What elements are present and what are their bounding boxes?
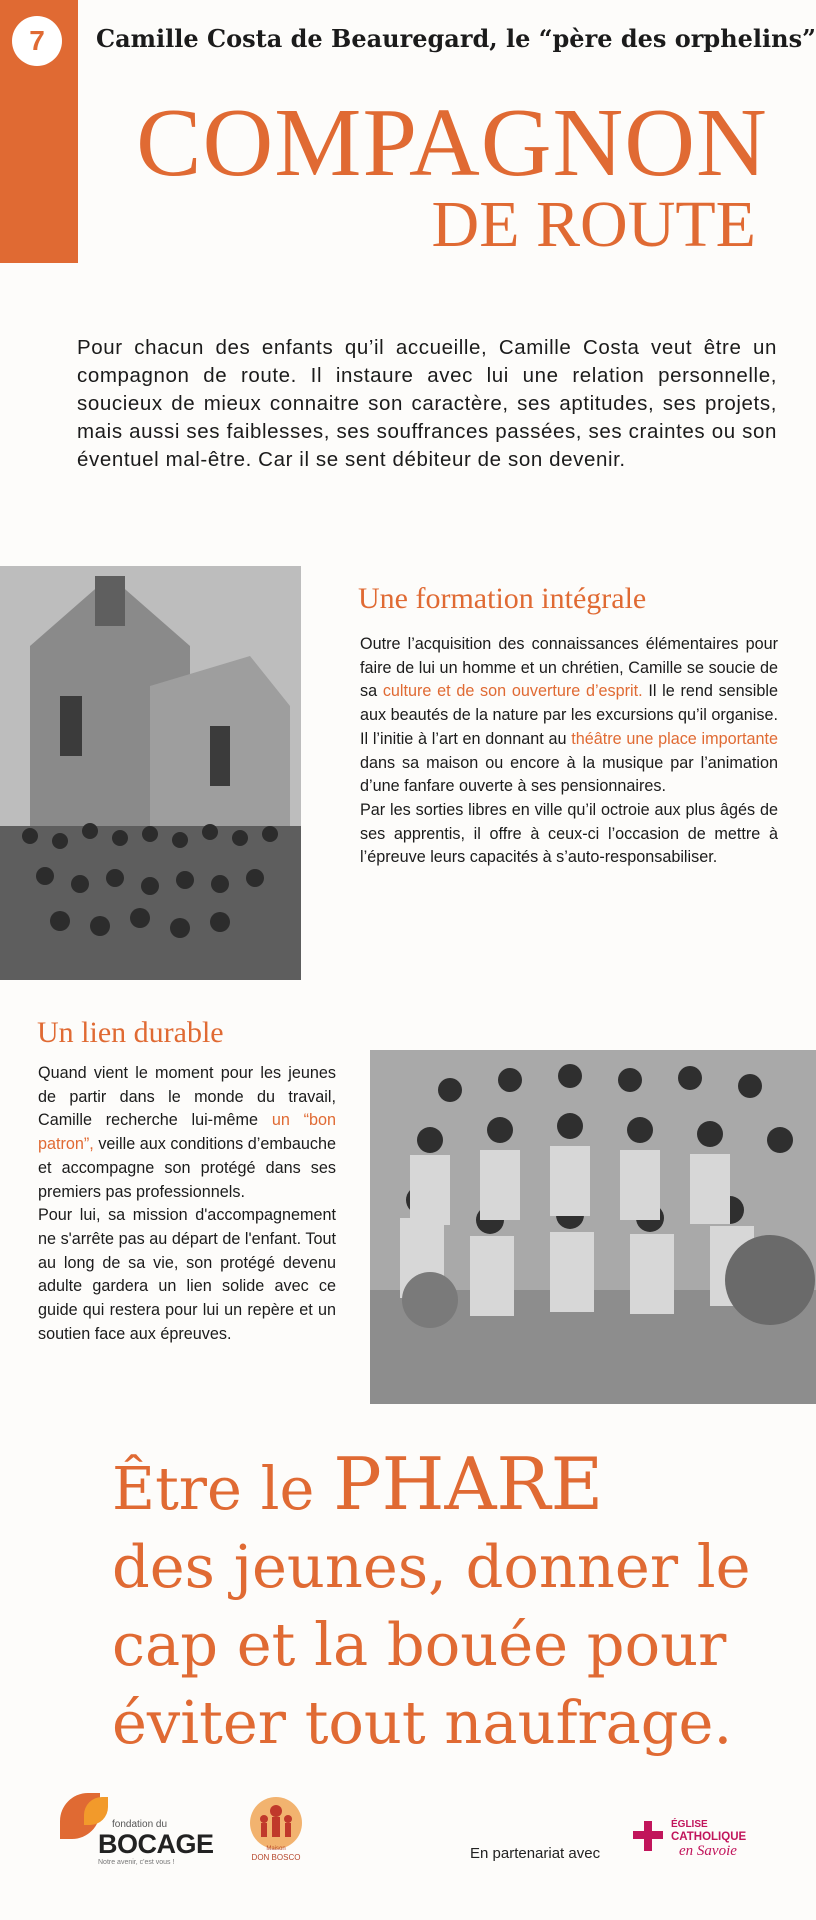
closing-quote — [112, 1442, 802, 1762]
don-bosco-upper-text: Maison — [266, 1846, 286, 1852]
quote-line-4: éviter tout naufrage. — [112, 1688, 733, 1757]
section-text-formation — [360, 633, 778, 870]
lien-paragraph-2: Pour lui, sa mission d'accompagnement ne s'arrête pas au départ de l'enfant. Tout au long de sa vie, son protégé devenu adulte gardera un lien solide avec ce guide qui restera pour lui un repère et un soutien face aux épreuves. — [38, 1206, 336, 1343]
formation-paragraph-2: Par les sorties libres en ville qu’il octroie aux plus âgés de ses apprentis, il offre à ceux-ci l’occasion de mettre à l’épreuve leurs capacités à s’auto-responsabiliser. — [360, 800, 778, 867]
section-text-lien — [38, 1062, 336, 1346]
bocage-name: BOCAGE — [98, 1829, 214, 1859]
title-line-1: COMPAGNON — [136, 89, 768, 197]
text-span: Quand vient le moment pour les jeunes de partir dans le monde du travail, Camille recherche lui-même — [38, 1064, 336, 1130]
quote-line-3: cap et la bouée pour — [112, 1610, 727, 1679]
bocage-small-text: fondation du — [112, 1819, 168, 1830]
bocage-tagline: Notre avenir, c'est vous ! — [98, 1859, 175, 1866]
text-span: dans sa maison ou encore à la musique par l’animation d’une fanfare ouverte à ses pensionnaires. — [360, 753, 778, 796]
fondation-bocage-logo — [60, 1793, 212, 1865]
eglise-catholique-savoie-logo — [631, 1813, 751, 1865]
formation-paragraph-1 — [360, 633, 778, 799]
section-heading-lien: Un lien durable — [37, 1016, 224, 1049]
quote-phare: PHARE — [333, 1442, 604, 1526]
panel-number-badge: 7 — [12, 16, 62, 66]
partner-text: En partenariat avec — [470, 1845, 601, 1862]
don-bosco-name: DON BOSCO — [251, 1853, 301, 1862]
text-span: Outre l’acquisition des connaissances élémentaires pour faire de lui un homme et un chrétien, Camille se soucie de sa — [360, 635, 778, 701]
don-bosco-figure-icon — [250, 1797, 302, 1849]
lien-paragraph-1 — [38, 1062, 336, 1204]
eglise-text-3: en Savoie — [679, 1843, 737, 1859]
quote-line-2: des jeunes, donner le — [112, 1532, 751, 1601]
don-bosco-logo — [246, 1797, 306, 1867]
intro-paragraph: Pour chacun des enfants qu’il accueille, Camille Costa veut être un compagnon de route. Il instaure avec lui une relation personnelle, soucieux de mieux connaitre son caractère, ses aptitudes, ses projets, mais aussi ses faiblesses, ses souffrances passées, ses craintes ou son éventuel mal-être. Car il se sent débiteur de son devenir. — [77, 336, 777, 471]
text-span: veille aux conditions d’embauche et accompagne son protégé dans ses premiers pas professionnels. — [38, 1135, 336, 1201]
text-span: Il le rend sensible aux beautés de la nature par les excursions qu’il organise. Il l’initie à l’art en donnant au — [360, 682, 778, 748]
quote-prefix: Être le — [112, 1454, 334, 1523]
highlight-bon-patron: un “bon patron”, — [38, 1111, 336, 1154]
highlight-culture: culture et de son ouverture d’esprit. — [382, 682, 643, 701]
eglise-text-1: ÉGLISE — [671, 1819, 708, 1830]
quote-line-1 — [112, 1442, 802, 1528]
historic-photo-brass-band — [370, 1050, 816, 1404]
eglise-text-2: CATHOLIQUE — [671, 1831, 747, 1843]
historic-photo-chapel-children — [0, 566, 301, 980]
cross-icon — [631, 1819, 665, 1853]
highlight-theatre: théâtre une place importante — [571, 729, 778, 748]
panel-subtitle: Camille Costa de Beauregard, le “père des orphelins” — [96, 24, 816, 53]
section-heading-formation: Une formation intégrale — [358, 582, 647, 615]
title-line-2: DE ROUTE — [431, 188, 756, 261]
